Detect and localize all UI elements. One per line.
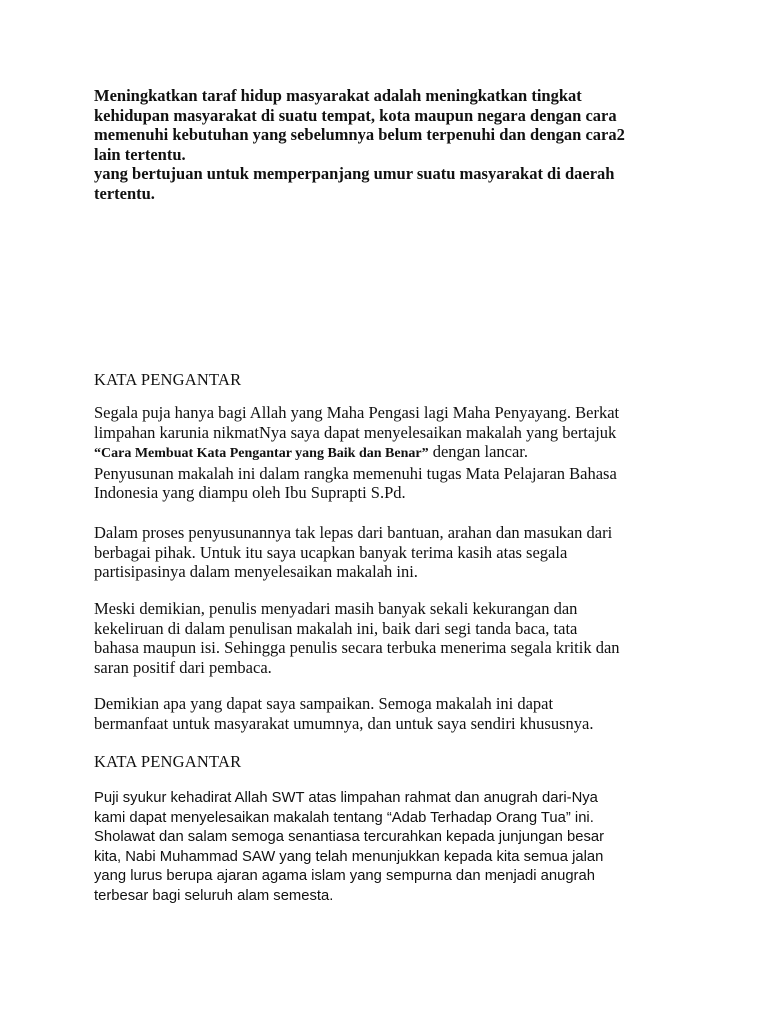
section1-paragraph-2 bbox=[94, 523, 694, 582]
paragraph-line: kita, Nabi Muhammad SAW yang telah menunjukkan kepada kita semua jalan bbox=[94, 848, 604, 865]
section1-paragraph-4 bbox=[94, 694, 694, 733]
paragraph-line: Penyusunan makalah ini dalam rangka memenuhi tugas Mata Pelajaran Bahasa bbox=[94, 463, 617, 483]
intro-line: memenuhi kebutuhan yang sebelumnya belum terpenuhi dan dengan cara2 bbox=[94, 125, 625, 144]
paragraph-line: kami dapat menyelesaikan makalah tentang “Adab Terhadap Orang Tua” ini. bbox=[94, 809, 594, 826]
intro-line: kehidupan masyarakat di suatu tempat, kota maupun negara dengan cara bbox=[94, 105, 617, 125]
intro-line: lain tertentu. bbox=[94, 144, 186, 164]
paragraph-line: Sholawat dan salam semoga senantiasa tercurahkan kepada junjungan besar bbox=[94, 829, 605, 845]
paragraph-line: bahasa maupun isi. Sehingga penulis secara terbuka menerima segala kritik dan bbox=[94, 638, 620, 657]
paragraph-line: bermanfaat untuk masyarakat umumnya, dan untuk saya sendiri khususnya. bbox=[94, 713, 594, 733]
section1-paragraph-1 bbox=[94, 403, 694, 503]
intro-line: tertentu. bbox=[94, 183, 155, 203]
section1-heading: KATA PENGANTAR bbox=[94, 370, 242, 389]
paragraph-line-rest: dengan lancar. bbox=[428, 442, 529, 461]
paragraph-line: yang lurus berupa ajaran agama islam yang sempurna dan menjadi anugrah bbox=[94, 868, 595, 884]
paragraph-line: berbagai pihak. Untuk itu saya ucapkan banyak terima kasih atas segala bbox=[94, 542, 568, 562]
makalah-title: “Cara Membuat Kata Pengantar yang Baik dan Benar” bbox=[94, 446, 429, 461]
paragraph-line: Meski demikian, penulis menyadari masih banyak sekali kekurangan dan bbox=[94, 599, 578, 618]
paragraph-line: Indonesia yang diampu oleh Ibu Suprapti S.Pd. bbox=[94, 483, 406, 502]
intro-line: yang bertujuan untuk memperpanjang umur suatu masyarakat di daerah bbox=[94, 164, 615, 183]
paragraph-line: saran positif dari pembaca. bbox=[94, 657, 272, 677]
paragraph-line: Segala puja hanya bagi Allah yang Maha Pengasi lagi Maha Penyayang. Berkat bbox=[94, 403, 620, 422]
paragraph-line: partisipasinya dalam menyelesaikan makalah ini. bbox=[94, 562, 418, 581]
paragraph-line: Demikian apa yang dapat saya sampaikan. Semoga makalah ini dapat bbox=[94, 694, 554, 713]
section1-paragraph-3 bbox=[94, 599, 694, 677]
paragraph-line: limpahan karunia nikmatNya saya dapat menyelesaikan makalah yang bertajuk bbox=[94, 422, 617, 442]
paragraph-line: Dalam proses penyusunannya tak lepas dari bantuan, arahan dan masukan dari bbox=[94, 523, 613, 542]
intro-paragraph bbox=[94, 86, 694, 203]
paragraph-line: terbesar bagi seluruh alam semesta. bbox=[94, 887, 334, 904]
paragraph-line: Puji syukur kehadirat Allah SWT atas limpahan rahmat dan anugrah dari-Nya bbox=[94, 790, 598, 806]
intro-line: Meningkatkan taraf hidup masyarakat adalah meningkatkan tingkat bbox=[94, 86, 582, 105]
section2-heading: KATA PENGANTAR bbox=[94, 752, 242, 771]
paragraph-line: kekeliruan di dalam penulisan makalah ini, baik dari segi tanda baca, tata bbox=[94, 618, 578, 638]
section2-paragraph bbox=[94, 789, 694, 906]
paragraph-line bbox=[94, 442, 694, 464]
